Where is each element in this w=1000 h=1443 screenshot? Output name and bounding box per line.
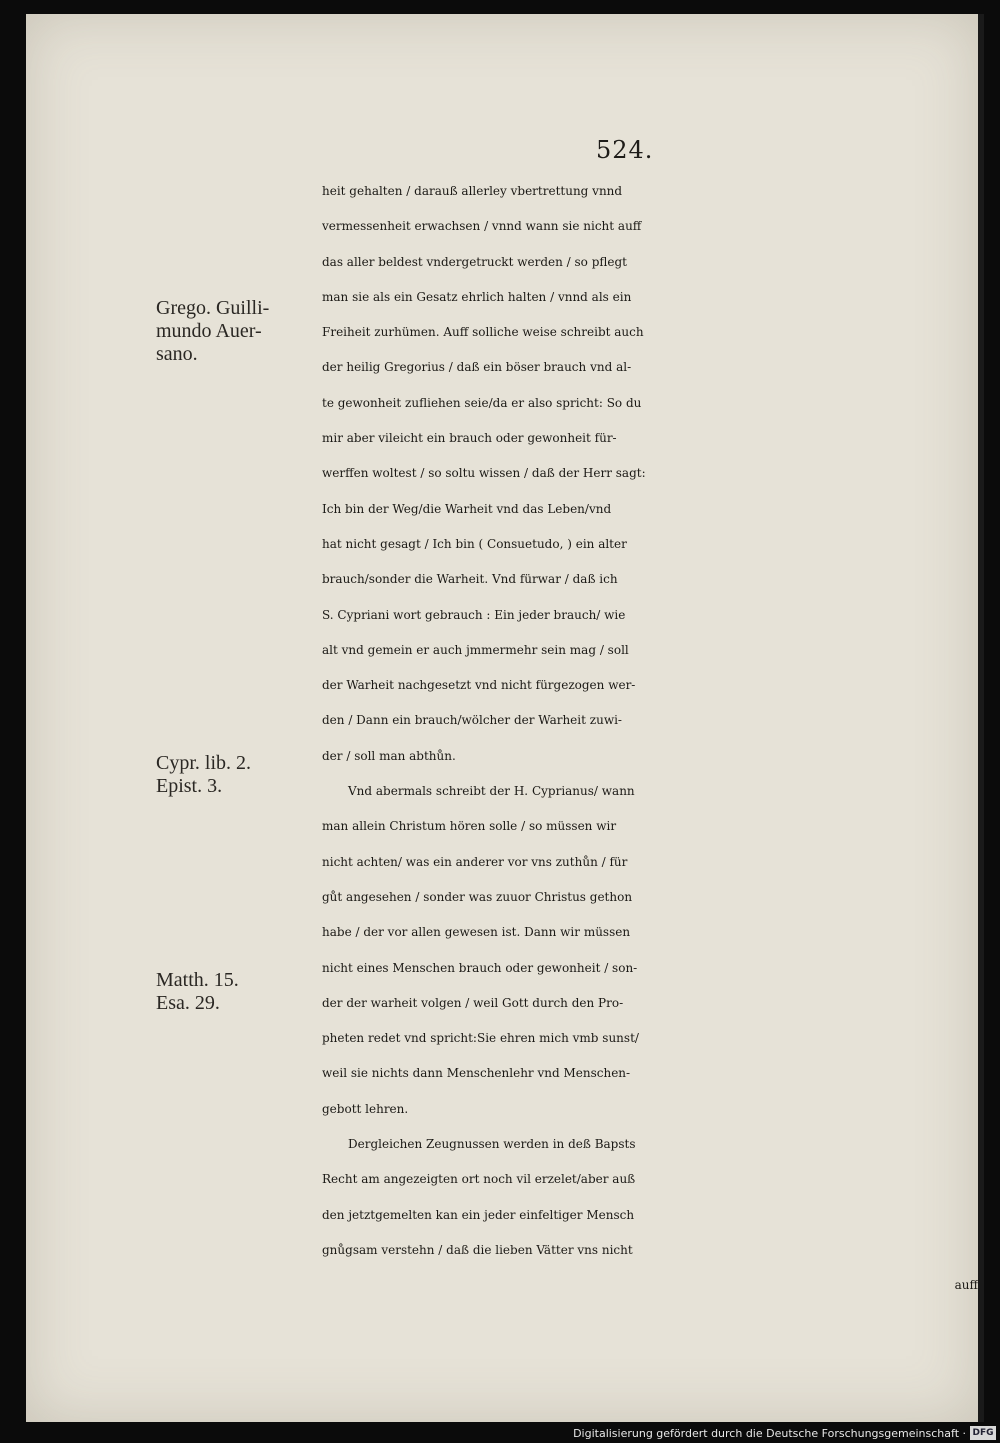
- text-line: nicht eines Menschen brauch oder gewonheit / son-: [322, 960, 638, 975]
- text-line: man allein Christum hören solle / so müssen wir: [322, 819, 617, 834]
- text-line: den jetztgemelten kan ein jeder einfeltiger Mensch: [322, 1207, 635, 1222]
- text-line: heit gehalten / darauß allerley vbertrettung vnnd: [322, 184, 623, 198]
- text-line: habe / der vor allen gewesen ist. Dann wir müssen: [322, 925, 631, 940]
- text-line: hat nicht gesagt / Ich bin ( Consuetudo, ) ein alter: [322, 536, 627, 551]
- text-line: gebott lehren.: [322, 1101, 409, 1116]
- marginal-note-line: sano.: [156, 343, 198, 365]
- body-text: [322, 174, 988, 1304]
- book-page: [26, 14, 984, 1422]
- text-line: gnůgsam verstehn / daß die lieben Vätter vns nicht: [322, 1242, 633, 1257]
- text-line: den / Dann ein brauch/wölcher der Warheit zuwi-: [322, 713, 622, 728]
- text-line: der Warheit nachgesetzt vnd nicht fürgezogen wer-: [322, 678, 636, 693]
- text-line: Vnd abermals schreibt der H. Cyprianus/ wann: [348, 784, 635, 799]
- marginal-note-line: Esa. 29.: [156, 992, 220, 1014]
- text-line: der / soll man abthůn.: [322, 748, 456, 763]
- text-line: nicht achten/ was ein anderer vor vns zuthůn / für: [322, 854, 628, 869]
- marginal-note-line: Cypr. lib. 2.: [156, 752, 252, 774]
- text-line: Recht am angezeigten ort noch vil erzelet/aber auß: [322, 1172, 636, 1187]
- text-line: Ich bin der Weg/die Warheit vnd das Leben/vnd: [322, 501, 612, 516]
- marginal-note-gregorius: [156, 297, 306, 366]
- text-line: pheten redet vnd spricht:Sie ehren mich vmb sunst/: [322, 1031, 639, 1046]
- funding-credit: Digitalisierung gefördert durch die Deutsche Forschungsgemeinschaft ·: [573, 1427, 966, 1440]
- dfg-logo: DFG: [970, 1426, 996, 1440]
- text-line: mir aber vileicht ein brauch oder gewonheit für-: [322, 431, 617, 446]
- text-line: brauch/sonder die Warheit. Vnd fürwar / daß ich: [322, 572, 618, 587]
- text-line: te gewonheit zufliehen seie/da er also spricht: So du: [322, 395, 642, 410]
- text-line: vermessenheit erwachsen / vnnd wann sie nicht auff: [322, 219, 642, 234]
- page-number: 524.: [596, 136, 654, 164]
- marginal-note-matthew: [156, 969, 306, 1015]
- catchword: auff: [954, 1278, 978, 1293]
- text-line: alt vnd gemein er auch jmmermehr sein mag / soll: [322, 642, 629, 657]
- marginal-note-line: Grego. Guilli-: [156, 297, 270, 319]
- text-line: das aller beldest vndergetruckt werden / so pflegt: [322, 254, 627, 269]
- text-line: Freiheit zurhümen. Auff solliche weise schreibt auch: [322, 325, 644, 340]
- text-line: der der warheit volgen / weil Gott durch den Pro-: [322, 995, 624, 1010]
- text-line: gůt angesehen / sonder was zuuor Christus gethon: [322, 889, 633, 904]
- text-line: der heilig Gregorius / daß ein böser brauch vnd al-: [322, 360, 632, 375]
- text-line: werffen woltest / so soltu wissen / daß der Herr sagt:: [322, 466, 646, 481]
- marginal-note-line: mundo Auer-: [156, 320, 262, 342]
- marginal-note-line: Epist. 3.: [156, 775, 223, 797]
- text-line: Dergleichen Zeugnussen werden in deß Bapsts: [348, 1137, 636, 1152]
- text-line: man sie als ein Gesatz ehrlich halten / vnnd als ein: [322, 289, 632, 304]
- marginal-note-line: Matth. 15.: [156, 969, 239, 991]
- text-line: weil sie nichts dann Menschenlehr vnd Menschen-: [322, 1066, 631, 1081]
- marginal-note-cyprian: [156, 752, 306, 798]
- text-line: S. Cypriani wort gebrauch : Ein jeder brauch/ wie: [322, 607, 626, 622]
